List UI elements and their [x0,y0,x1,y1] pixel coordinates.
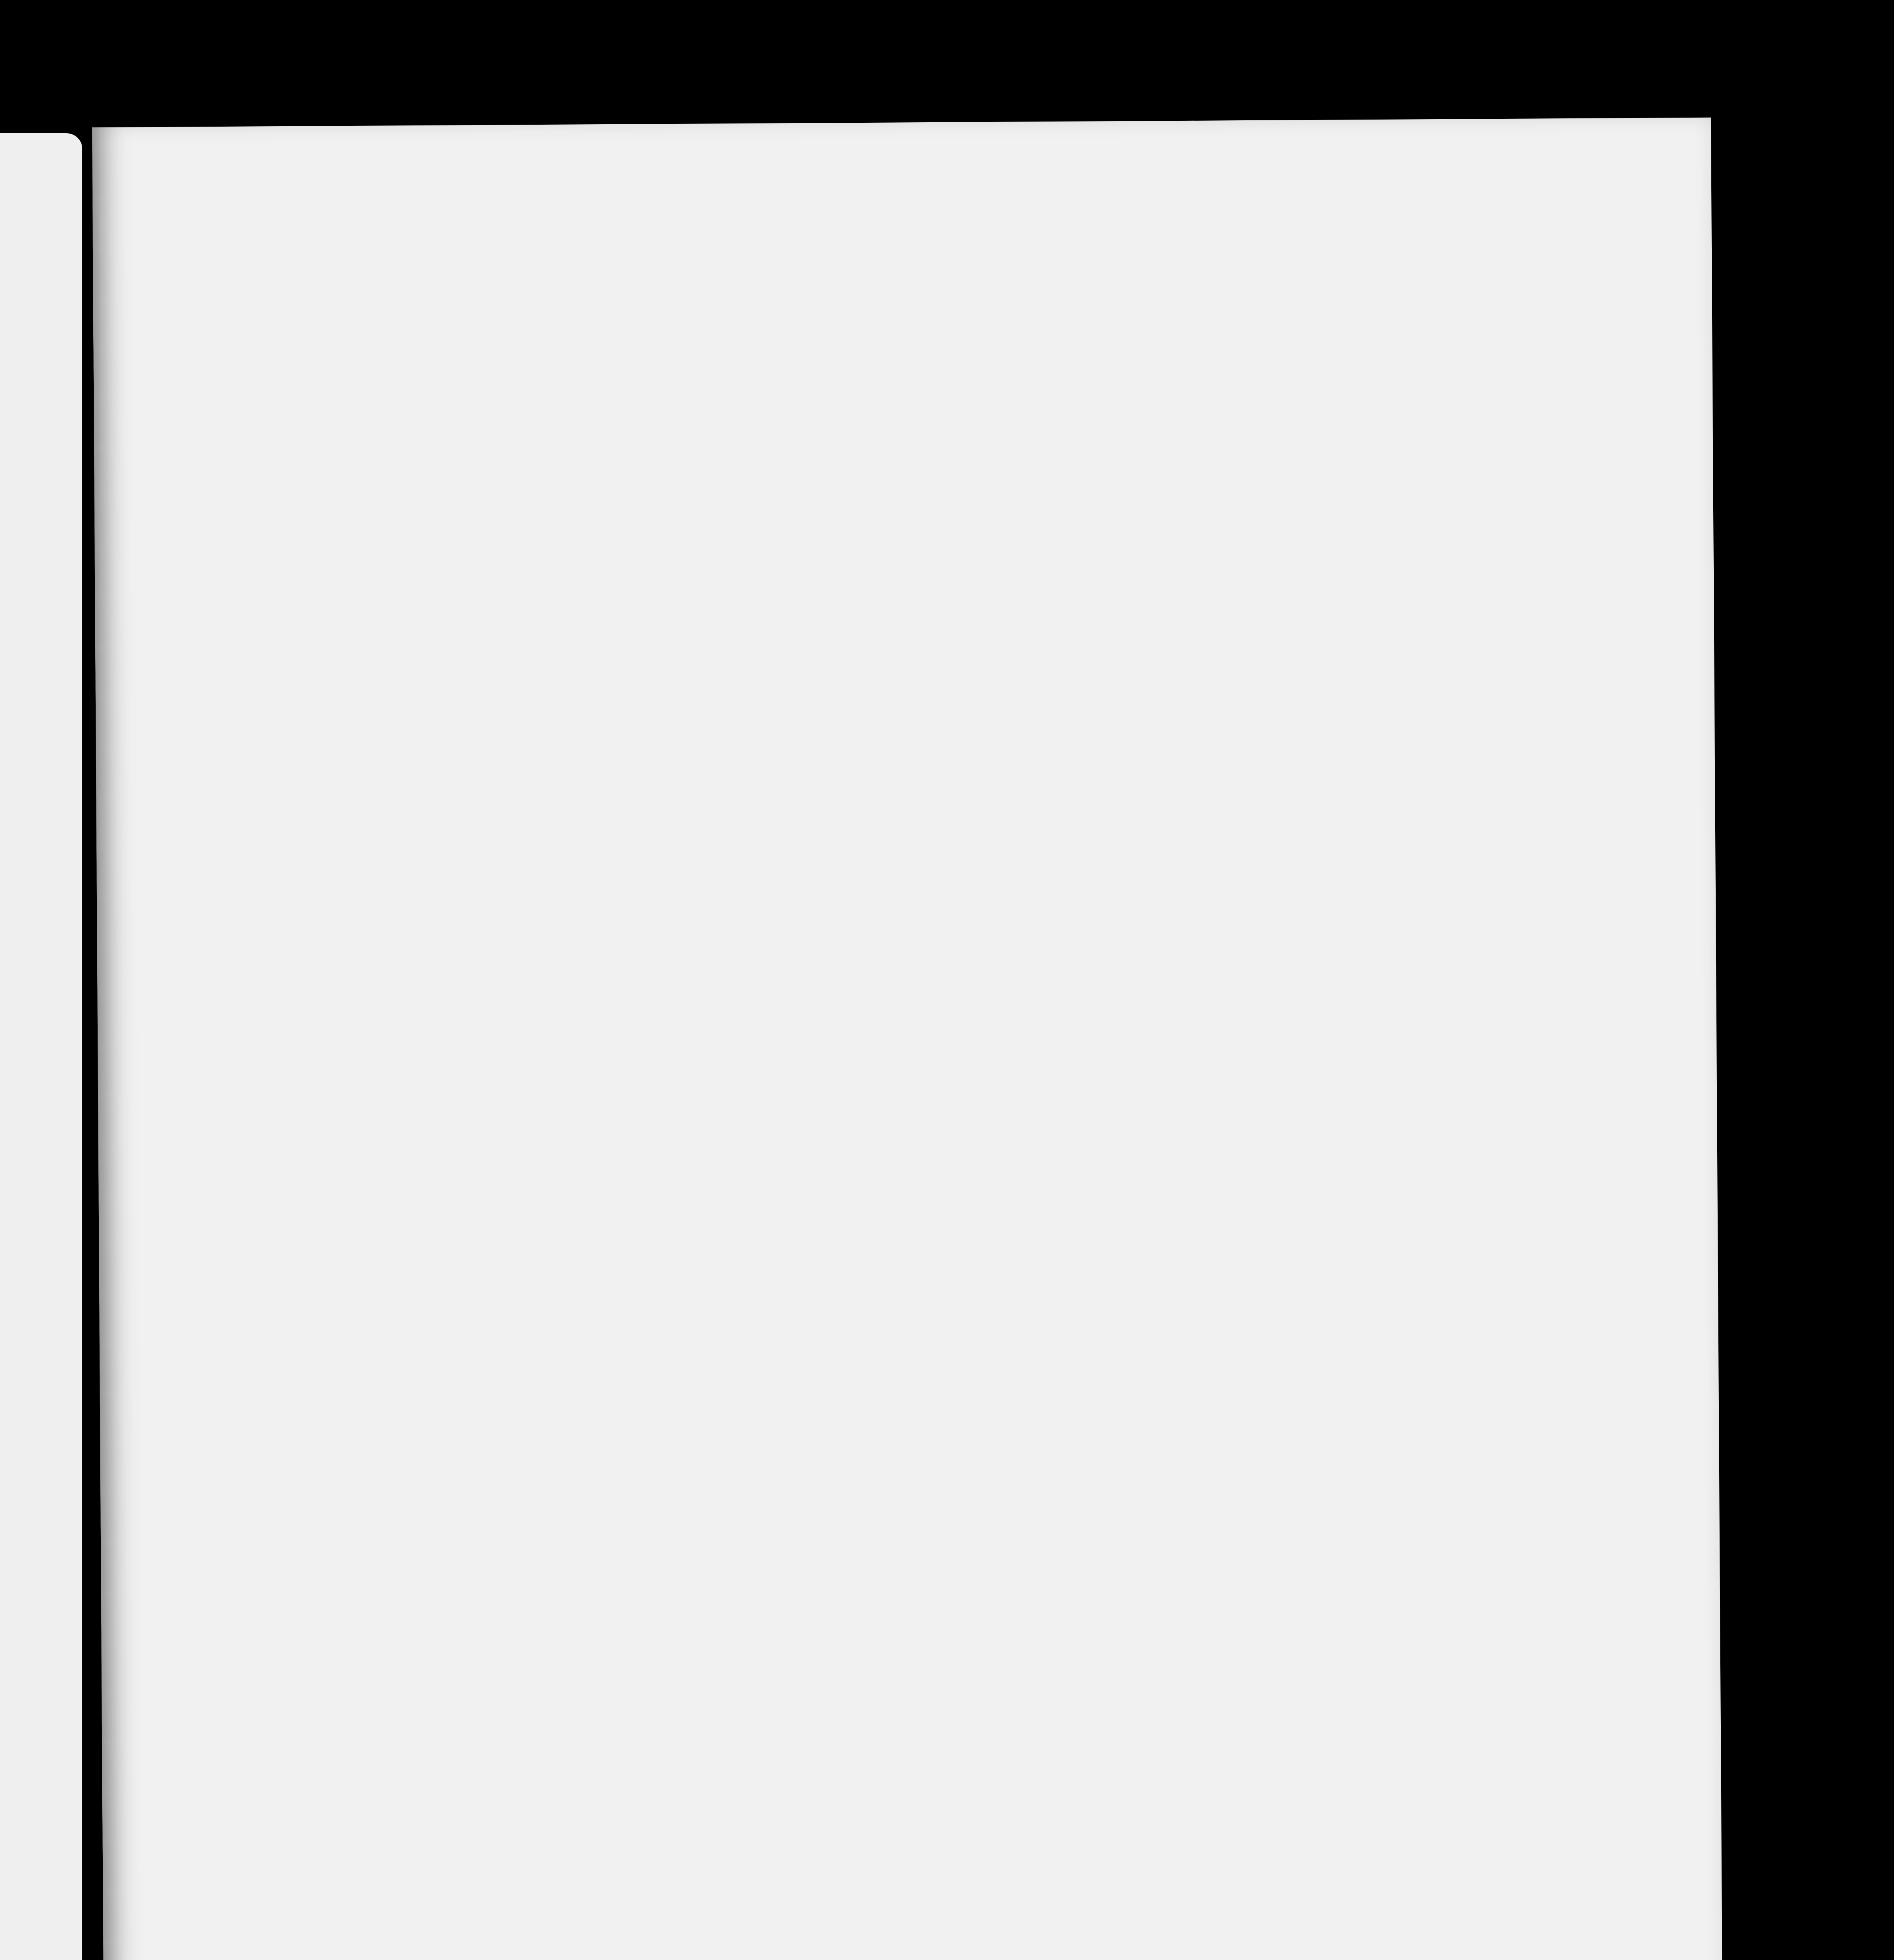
left-column [164,321,846,325]
running-title [93,223,1712,233]
magazine-page [92,118,1727,1960]
volume-issue-tab [1768,149,1894,1960]
previous-page-edge [0,133,82,1960]
page-header [93,223,1712,280]
right-column [893,316,1575,321]
